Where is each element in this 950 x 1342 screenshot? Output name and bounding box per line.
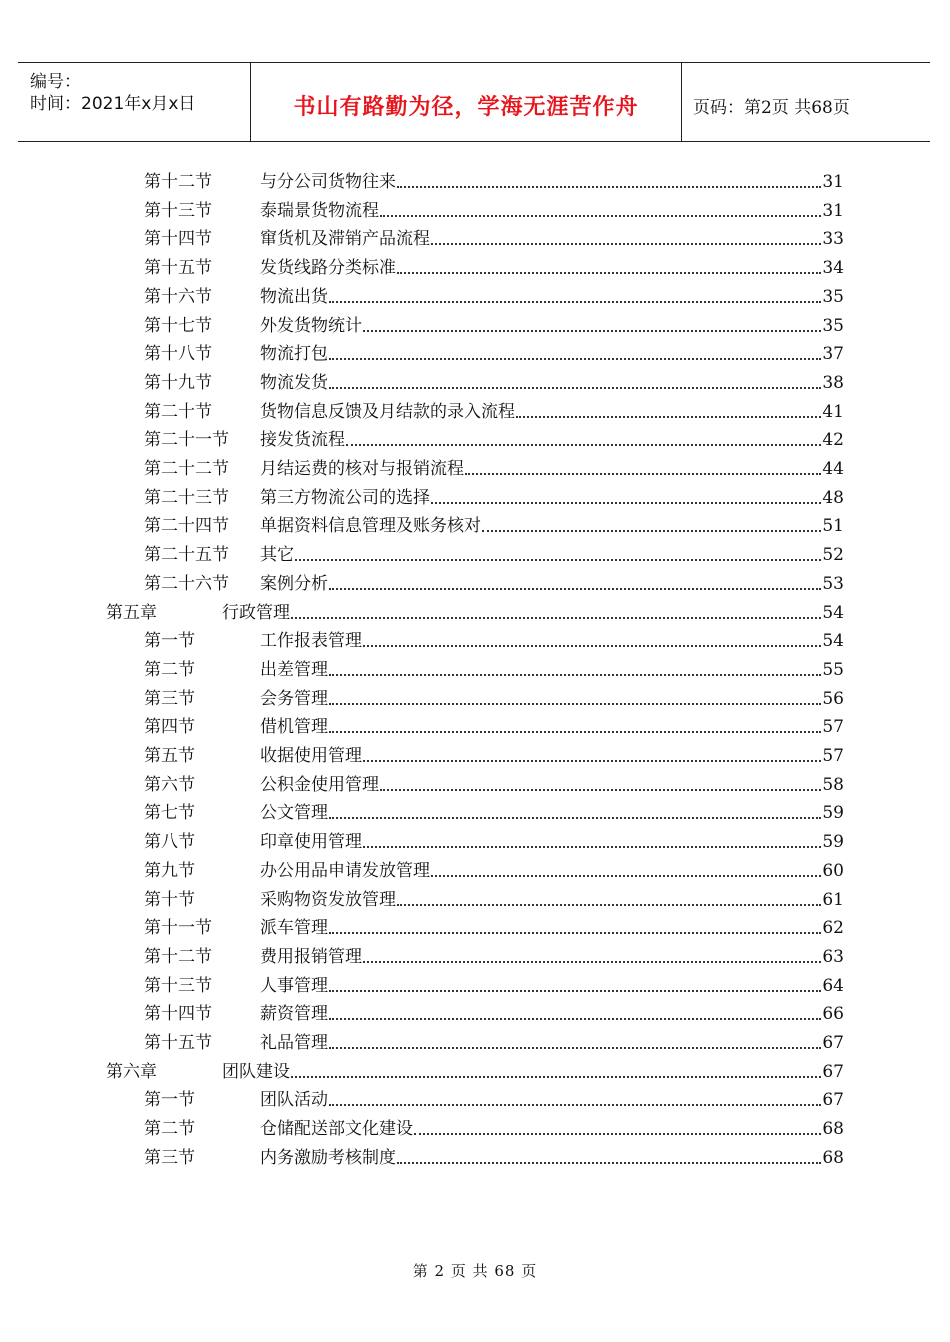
toc-dot-leader	[397, 271, 821, 274]
toc-entry-number: 第十一节	[144, 918, 212, 939]
toc-entry-page: 34	[822, 258, 844, 279]
toc-entry-number: 第五节	[144, 746, 195, 766]
toc-section-entry[interactable]	[144, 168, 844, 196]
toc-entry-title: 案例分析	[260, 573, 328, 594]
toc-entry-number: 第一节	[144, 1090, 195, 1111]
toc-dot-leader	[329, 357, 821, 360]
toc-dot-leader	[397, 1161, 821, 1164]
header-page-cell	[681, 63, 930, 141]
toc-entry-number: 第三节	[144, 688, 195, 709]
toc-entry-number: 第七节	[144, 803, 195, 824]
toc-entry-title: 会务管理	[260, 688, 328, 709]
toc-entry-number: 第二十六节	[144, 573, 229, 594]
toc-entry-page: 63	[822, 946, 844, 967]
toc-entry-number: 第十六节	[144, 286, 212, 307]
toc-entry-title: 派车管理	[260, 918, 328, 939]
toc-entry-page: 44	[822, 459, 844, 479]
toc-entry-number: 第二节	[144, 1119, 195, 1140]
toc-section-entry[interactable]	[144, 197, 844, 225]
toc-entry-page: 31	[822, 172, 844, 192]
toc-dot-leader	[465, 472, 821, 475]
toc-dot-leader	[380, 214, 821, 217]
toc-dot-leader	[329, 1017, 821, 1020]
toc-entry-number: 第九节	[144, 860, 195, 881]
toc-entry-page: 64	[822, 975, 844, 996]
toc-entry-number: 第十五节	[144, 1033, 212, 1053]
toc-section-entry[interactable]	[144, 340, 844, 368]
toc-section-entry[interactable]	[144, 685, 844, 713]
toc-entry-title: 发货线路分类标准	[260, 258, 396, 279]
toc-dot-leader	[363, 845, 821, 848]
header-motto: 书山有路勤为径，学海无涯苦作舟	[293, 95, 639, 120]
toc-entry-page: 37	[822, 344, 844, 365]
toc-entry-title: 工作报表管理	[260, 631, 362, 652]
toc-entry-number: 第十四节	[144, 229, 212, 250]
toc-dot-leader	[329, 587, 821, 590]
toc-entry-number: 第十三节	[144, 975, 212, 996]
toc-section-entry[interactable]	[144, 312, 844, 340]
toc-entry-number: 第一节	[144, 631, 195, 652]
toc-entry-number: 第三节	[144, 1147, 195, 1168]
toc-entry-title: 礼品管理	[260, 1033, 328, 1053]
toc-dot-leader	[346, 443, 821, 446]
toc-dot-leader	[291, 616, 821, 619]
toc-entry-page: 68	[822, 1119, 844, 1140]
toc-entry-title: 行政管理	[222, 602, 290, 623]
toc-entry-page: 55	[822, 659, 844, 680]
toc-entry-title: 泰瑞景货物流程	[260, 200, 379, 221]
toc-entry-page: 35	[822, 286, 844, 307]
toc-entry-number: 第十二节	[144, 946, 212, 967]
toc-section-entry[interactable]	[144, 627, 844, 655]
toc-entry-page: 58	[822, 774, 844, 795]
toc-entry-number: 第十三节	[144, 200, 212, 221]
toc-section-entry[interactable]	[144, 1000, 844, 1028]
toc-section-entry[interactable]	[144, 541, 844, 569]
toc-dot-leader	[380, 788, 821, 791]
toc-dot-leader	[329, 702, 821, 705]
toc-entry-title: 接发货流程	[260, 430, 345, 451]
toc-entry-number: 第六章	[106, 1061, 157, 1082]
toc-entry-title: 借机管理	[260, 717, 328, 738]
toc-entry-title: 窜货机及滞销产品流程	[260, 229, 430, 250]
toc-entry-page: 33	[822, 229, 844, 250]
toc-dot-leader	[329, 673, 821, 676]
toc-entry-page: 60	[822, 860, 844, 881]
toc-section-entry[interactable]	[144, 713, 844, 741]
toc-entry-number: 第二十五节	[144, 545, 229, 566]
toc-section-entry[interactable]	[144, 886, 844, 914]
toc-section-entry[interactable]	[144, 254, 844, 282]
toc-entry-title: 收据使用管理	[260, 746, 362, 766]
toc-entry-title: 单据资料信息管理及账务核对	[260, 516, 481, 537]
toc-entry-page: 57	[822, 717, 844, 738]
toc-section-entry[interactable]	[144, 426, 844, 454]
toc-dot-leader	[363, 644, 821, 647]
toc-entry-title: 办公用品申请发放管理	[260, 860, 430, 881]
toc-dot-leader	[431, 242, 821, 245]
toc-entry-title: 团队活动	[260, 1090, 328, 1111]
toc-entry-title: 货物信息反馈及月结款的录入流程	[260, 401, 515, 422]
toc-entry-page: 67	[822, 1061, 844, 1082]
toc-dot-leader	[414, 1132, 821, 1135]
toc-section-entry[interactable]	[144, 225, 844, 253]
toc-entry-title: 费用报销管理	[260, 946, 362, 967]
toc-entry-title: 公积金使用管理	[260, 774, 379, 795]
toc-entry-number: 第二节	[144, 659, 195, 680]
toc-entry-page: 38	[822, 372, 844, 393]
header-left-cell	[18, 63, 250, 141]
toc-section-entry[interactable]	[144, 914, 844, 942]
toc-entry-title: 物流发货	[260, 372, 328, 393]
toc-entry-number: 第二十节	[144, 401, 212, 422]
toc-entry-number: 第四节	[144, 717, 195, 738]
toc-entry-page: 54	[822, 631, 844, 652]
toc-section-entry[interactable]	[144, 1144, 844, 1172]
toc-dot-leader	[431, 501, 821, 504]
toc-entry-page: 48	[822, 487, 844, 508]
toc-dot-leader	[329, 989, 821, 992]
toc-entry-number: 第八节	[144, 832, 195, 853]
toc-section-entry[interactable]	[144, 369, 844, 397]
toc-entry-number: 第十四节	[144, 1004, 212, 1025]
toc-entry-title: 其它	[260, 545, 294, 566]
toc-entry-page: 66	[822, 1004, 844, 1025]
number-label: 编号：	[30, 72, 81, 92]
toc-section-entry[interactable]	[144, 857, 844, 885]
toc-dot-leader	[329, 816, 821, 819]
toc-entry-number: 第二十三节	[144, 487, 229, 508]
toc-entry-page: 59	[822, 803, 844, 824]
toc-dot-leader	[397, 903, 821, 906]
toc-section-entry[interactable]	[144, 1086, 844, 1114]
toc-section-entry[interactable]	[144, 771, 844, 799]
toc-entry-number: 第十五节	[144, 258, 212, 279]
toc-entry-title: 团队建设	[222, 1061, 290, 1082]
toc-entry-number: 第二十二节	[144, 459, 229, 479]
toc-section-entry[interactable]	[144, 972, 844, 1000]
toc-section-entry[interactable]	[144, 484, 844, 512]
toc-entry-page: 57	[822, 746, 844, 766]
toc-entry-page: 52	[822, 545, 844, 566]
toc-section-entry[interactable]	[144, 742, 844, 770]
toc-entry-page: 62	[822, 918, 844, 939]
toc-entry-page: 35	[822, 315, 844, 336]
toc-dot-leader	[397, 185, 821, 188]
toc-entry-number: 第十二节	[144, 172, 212, 192]
toc-entry-title: 采购物资发放管理	[260, 889, 396, 910]
toc-entry-title: 人事管理	[260, 975, 328, 996]
toc-entry-title: 物流打包	[260, 344, 328, 365]
toc-section-entry[interactable]	[144, 828, 844, 856]
document-header	[18, 62, 930, 142]
toc-entry-title: 印章使用管理	[260, 832, 362, 853]
toc-entry-page: 59	[822, 832, 844, 853]
toc-section-entry[interactable]	[144, 512, 844, 540]
toc-section-entry[interactable]	[144, 943, 844, 971]
toc-dot-leader	[329, 1046, 821, 1049]
toc-entry-number: 第十节	[144, 889, 195, 910]
toc-entry-title: 公文管理	[260, 803, 328, 824]
toc-dot-leader	[329, 386, 821, 389]
toc-entry-number: 第十八节	[144, 344, 212, 365]
page-footer: 第 2 页 共 68 页	[412, 1262, 538, 1280]
toc-section-entry[interactable]	[144, 1115, 844, 1143]
toc-section-entry[interactable]	[144, 398, 844, 426]
toc-entry-page: 67	[822, 1033, 844, 1053]
toc-dot-leader	[329, 931, 821, 934]
toc-section-entry[interactable]	[144, 799, 844, 827]
toc-entry-page: 51	[822, 516, 844, 537]
toc-entry-title: 薪资管理	[260, 1004, 328, 1025]
toc-entry-title: 外发货物统计	[260, 315, 362, 336]
toc-entry-number: 第十七节	[144, 315, 212, 336]
toc-entry-title: 物流出货	[260, 286, 328, 307]
toc-entry-title: 内务激励考核制度	[260, 1147, 396, 1168]
toc-dot-leader	[363, 960, 821, 963]
toc-dot-leader	[291, 1075, 821, 1078]
toc-entry-number: 第二十四节	[144, 516, 229, 537]
toc-section-entry[interactable]	[144, 455, 844, 483]
header-motto-cell	[250, 63, 682, 141]
toc-entry-number: 第五章	[106, 602, 157, 623]
toc-entry-title: 出差管理	[260, 659, 328, 680]
toc-entry-page: 42	[822, 430, 844, 451]
toc-entry-page: 54	[822, 602, 844, 623]
toc-dot-leader	[431, 874, 821, 877]
toc-dot-leader	[516, 415, 821, 418]
toc-entry-title: 与分公司货物往来	[260, 172, 396, 192]
toc-dot-leader	[329, 730, 821, 733]
toc-dot-leader	[363, 329, 821, 332]
toc-entry-number: 第六节	[144, 774, 195, 795]
toc-dot-leader	[295, 558, 821, 561]
toc-dot-leader	[329, 300, 821, 303]
toc-entry-page: 53	[822, 573, 844, 594]
header-page-info: 页码：第2页 共68页	[693, 98, 850, 118]
toc-section-entry[interactable]	[144, 656, 844, 684]
toc-chapter-entry[interactable]	[106, 599, 844, 627]
toc-entry-title: 月结运费的核对与报销流程	[260, 459, 464, 479]
toc-entry-page: 41	[822, 401, 844, 422]
toc-dot-leader	[482, 529, 821, 532]
toc-entry-page: 61	[822, 889, 844, 910]
toc-chapter-entry[interactable]	[106, 1058, 844, 1086]
toc-dot-leader	[363, 759, 821, 762]
toc-section-entry[interactable]	[144, 283, 844, 311]
toc-entry-title: 仓储配送部文化建设	[260, 1119, 413, 1140]
toc-entry-page: 31	[822, 200, 844, 221]
toc-section-entry[interactable]	[144, 1029, 844, 1057]
toc-section-entry[interactable]	[144, 570, 844, 598]
toc-entry-page: 67	[822, 1090, 844, 1111]
toc-dot-leader	[329, 1103, 821, 1106]
toc-entry-page: 56	[822, 688, 844, 709]
toc-entry-page: 68	[822, 1147, 844, 1168]
toc-entry-title: 第三方物流公司的选择	[260, 487, 430, 508]
toc-entry-number: 第二十一节	[144, 430, 229, 451]
toc-entry-number: 第十九节	[144, 372, 212, 393]
time-label: 时间：2021年x月x日	[30, 94, 196, 114]
